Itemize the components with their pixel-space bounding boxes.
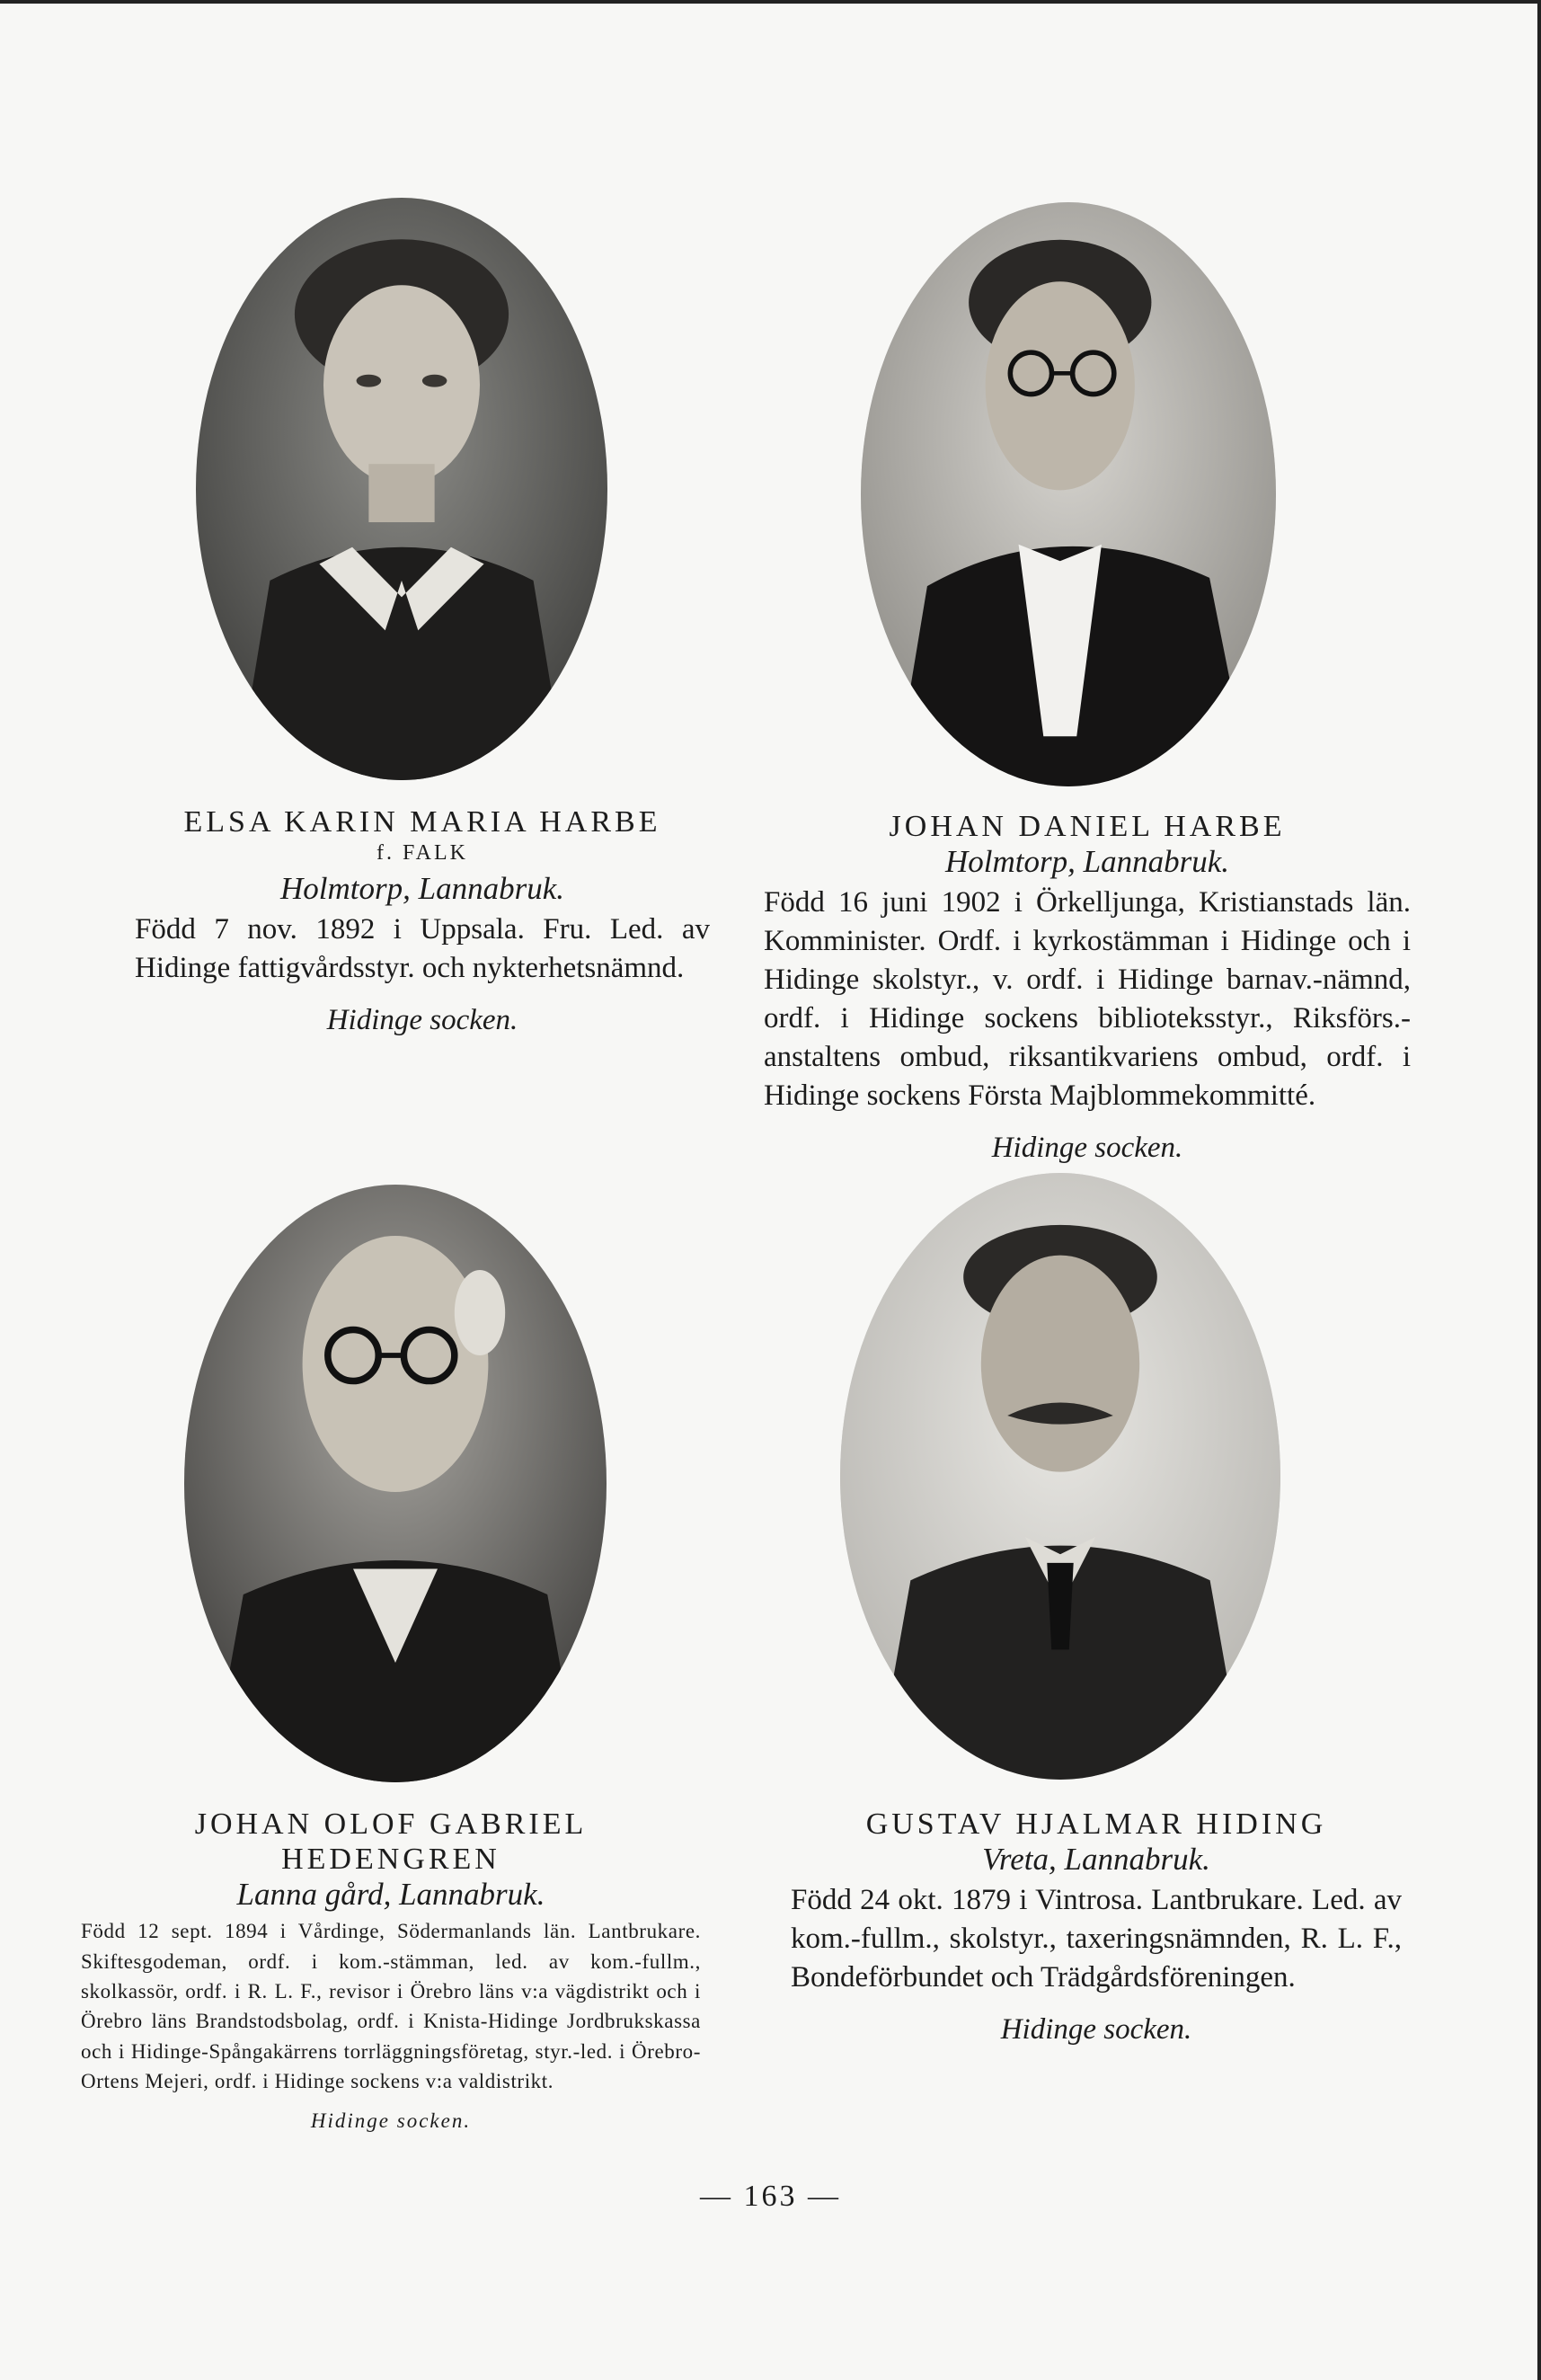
entry-residence: Vreta, Lannabruk. <box>982 1842 1210 1878</box>
entry-biography: Född 16 juni 1902 i Örkelljunga, Kristianstads län. Komminister. Ordf. i kyrkostämman i Hidinge och i Hidinge skolstyr., v. ordf. i Hidinge barnav.-nämnd, ordf. i Hidinge sockens biblioteksstyr., Riksförs.-anstaltens ombud, riksantikvariens ombud, ordf. i Hidinge sockens Första Majblommekommitté. <box>764 886 1411 1112</box>
page-edge-right <box>1537 0 1541 2380</box>
entry-biography: Född 7 nov. 1892 i Uppsala. Fru. Led. av Hidinge fattigvårdsstyr. och nykterhetsnämnd. <box>135 913 710 985</box>
entry-parish: Hidinge socken. <box>310 2109 472 2132</box>
portrait-johan-daniel-harbe <box>861 202 1276 786</box>
entry-residence: Holmtorp, Lannabruk. <box>280 871 564 907</box>
portrait-johan-olof-hedengren <box>184 1185 607 1782</box>
entry-parish: Hidinge socken. <box>991 1131 1183 1164</box>
entry-biography: Född 12 sept. 1894 i Vårdinge, Södermanlands län. Lantbrukare. Skiftesgodeman, ordf. i kom.-stämman, led. av kom.-fullm., skolkassör, ordf. i R. L. F., revisor i Örebro läns v:a vägdistrikt och i Örebro läns Brandstodsbolag, ordf. i Knista-Hidinge Jordbrukskassa och i Hidinge-Spångakärrens torrläggningsföretag, styr.-led. i Örebro-Ortens Mejeri, ordf. i Hidinge sockens v:a valdistrikt. <box>81 1920 701 2093</box>
entry-name: ELSA KARIN MARIA HARBE <box>183 805 661 839</box>
entry-elsa-harbe <box>135 804 710 1037</box>
entry-name: JOHAN OLOF GABRIEL HEDENGREN <box>194 1807 588 1877</box>
entry-maiden-name: f. FALK <box>376 841 468 866</box>
entry-name: GUSTAV HJALMAR HIDING <box>865 1807 1327 1841</box>
portrait-elsa-harbe <box>196 198 607 780</box>
entry-residence: Lanna gård, Lannabruk. <box>236 1877 545 1913</box>
entry-parish: Hidinge socken. <box>326 1004 518 1037</box>
entry-residence: Holmtorp, Lannabruk. <box>945 844 1229 880</box>
page-number: — 163 — <box>700 2180 841 2213</box>
entry-johan-olof-hedengren <box>81 1807 701 2133</box>
portrait-gustav-hiding <box>840 1173 1280 1780</box>
entry-johan-daniel-harbe <box>764 809 1411 1165</box>
entry-parish: Hidinge socken. <box>1000 2013 1192 2047</box>
page-edge-top <box>0 0 1541 4</box>
entry-gustav-hiding <box>791 1807 1402 2047</box>
entry-biography: Född 24 okt. 1879 i Vintrosa. Lantbrukare. Led. av kom.-fullm., skolstyr., taxeringsnämnden, R. L. F., Bondeförbundet och Trädgårdsföreningen. <box>791 1884 1402 1994</box>
entry-name: JOHAN DANIEL HARBE <box>889 810 1286 843</box>
